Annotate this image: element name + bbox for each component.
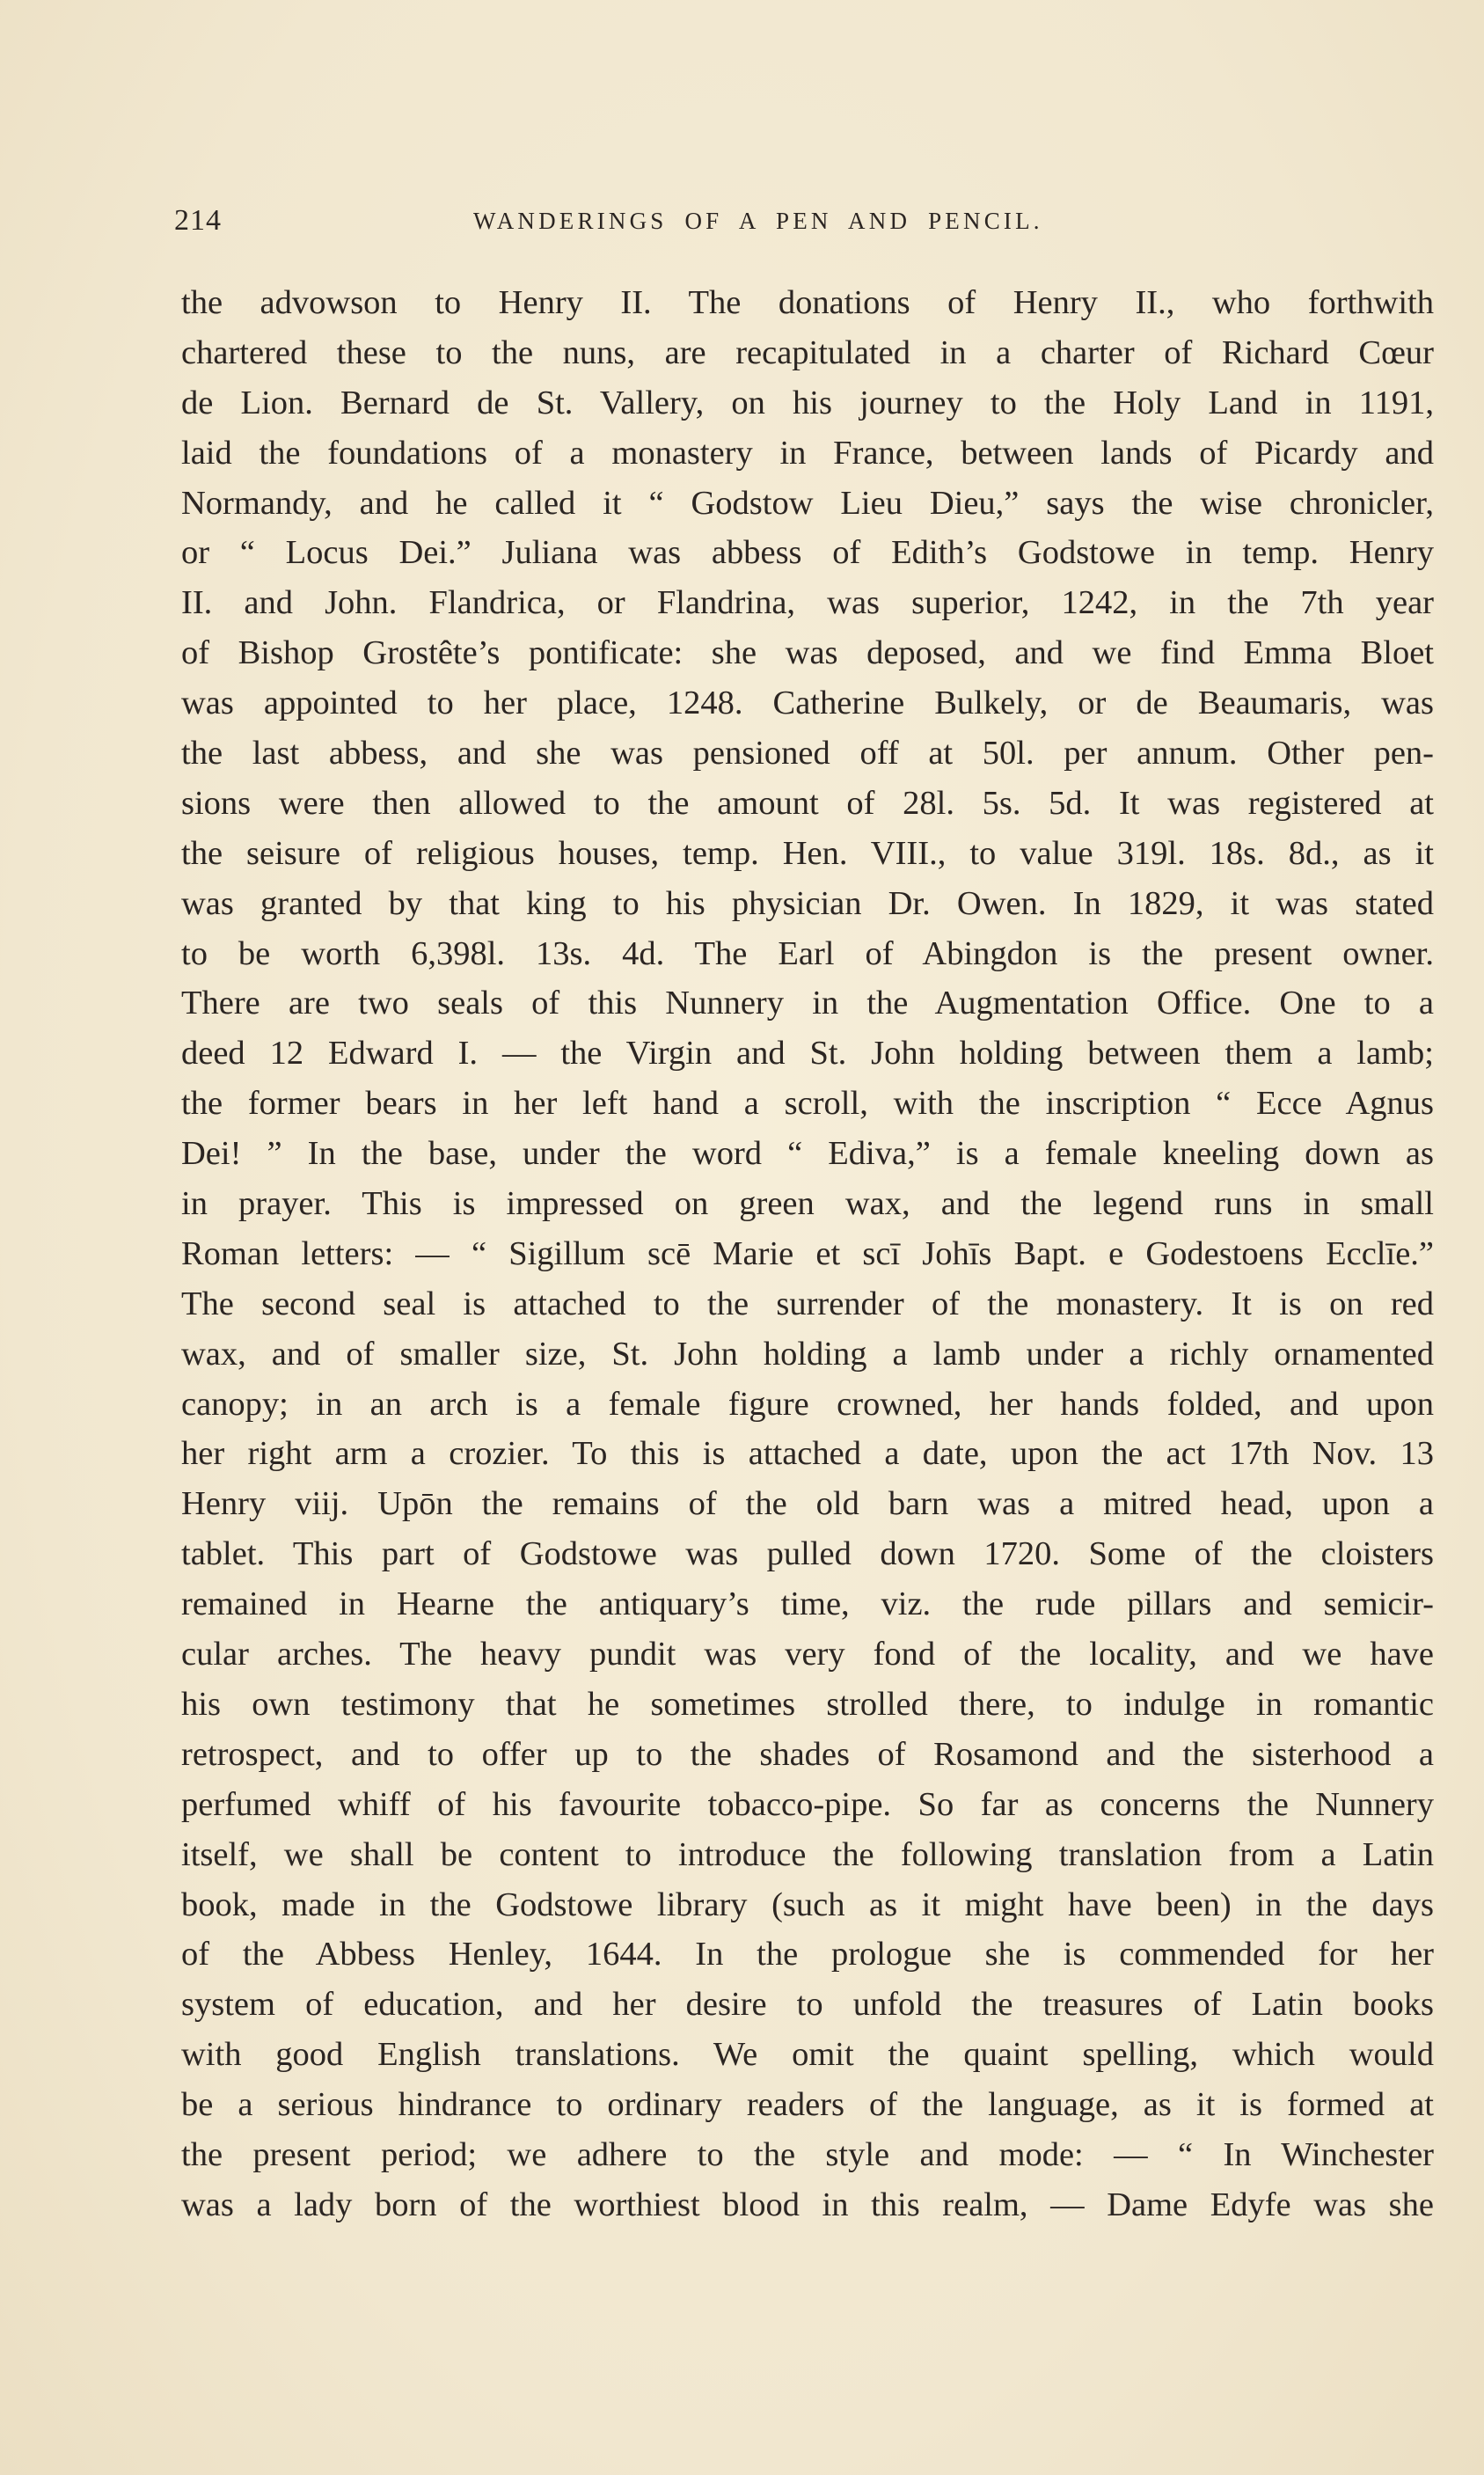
text-line: perfumed whiff of his favourite tobacco-pipe. So far as concerns the Nunnery: [181, 1785, 1434, 1823]
text-line: wax, and of smaller size, St. John holding a lamb under a richly ornamented: [181, 1335, 1434, 1373]
text-line: be a serious hindrance to ordinary readers of the language, as it is formed at: [181, 2086, 1434, 2124]
running-head: [174, 204, 1434, 248]
text-line: the former bears in her left hand a scroll, with the inscription “ Ecce Agnus: [181, 1085, 1434, 1123]
text-line: the advowson to Henry II. The donations of Henry II., who forthwith: [181, 284, 1434, 321]
text-line: Roman letters: — “ Sigillum scē Marie et scī Johīs Bapt. e Godestoens Ecclīe.”: [181, 1234, 1434, 1272]
text-line: remained in Hearne the antiquary’s time, viz. the rude pillars and semicir-: [181, 1585, 1434, 1623]
text-line: of the Abbess Henley, 1644. In the prologue she is commended for her: [181, 1936, 1434, 1973]
text-line: itself, we shall be content to introduce the following translation from a Latin: [181, 1835, 1434, 1873]
text-line: system of education, and her desire to unfold the treasures of Latin books: [181, 1986, 1434, 2024]
running-title: WANDERINGS OF A PEN AND PENCIL.: [473, 208, 1043, 234]
text-line: or “ Locus Dei.” Juliana was abbess of Edith’s Godstowe in temp. Henry: [181, 534, 1434, 572]
text-line: II. and John. Flandrica, or Flandrina, was superior, 1242, in the 7th year: [181, 584, 1434, 622]
text-line: with good English translations. We omit the quaint spelling, which would: [181, 2036, 1434, 2074]
text-line: his own testimony that he sometimes strolled there, to indulge in romantic: [181, 1685, 1434, 1723]
text-line: was a lady born of the worthiest blood in this realm, — Dame Edyfe was she: [181, 2186, 1434, 2223]
text-line: was appointed to her place, 1248. Catherine Bulkely, or de Beaumaris, was: [181, 685, 1434, 722]
text-line: The second seal is attached to the surrender of the monastery. It is on red: [181, 1285, 1434, 1322]
text-line: was granted by that king to his physician Dr. Owen. In 1829, it was stated: [181, 884, 1434, 922]
text-line: in prayer. This is impressed on green wax, and the legend runs in small: [181, 1185, 1434, 1223]
text-line: canopy; in an arch is a female figure crowned, her hands folded, and upon: [181, 1385, 1434, 1423]
body-text: [181, 278, 1434, 2230]
text-line: de Lion. Bernard de St. Vallery, on his journey to the Holy Land in 1191,: [181, 384, 1434, 421]
text-line: her right arm a crozier. To this is attached a date, upon the act 17th Nov. 13: [181, 1435, 1434, 1473]
text-line: Dei! ” In the base, under the word “ Ediva,” is a female kneeling down as: [181, 1135, 1434, 1173]
text-line: the present period; we adhere to the style and mode: — “ In Winchester: [181, 2135, 1434, 2173]
text-line: to be worth 6,398l. 13s. 4d. The Earl of Abingdon is the present owner.: [181, 934, 1434, 972]
text-line: Normandy, and he called it “ Godstow Lieu Dieu,” says the wise chronicler,: [181, 484, 1434, 522]
text-line: the last abbess, and she was pensioned off at 50l. per annum. Other pen-: [181, 735, 1434, 773]
page-number: 214: [174, 204, 222, 237]
text-line: sions were then allowed to the amount of 28l. 5s. 5d. It was registered at: [181, 784, 1434, 822]
text-line: laid the foundations of a monastery in France, between lands of Picardy and: [181, 434, 1434, 472]
text-line: deed 12 Edward I. — the Virgin and St. John holding between them a lamb;: [181, 1035, 1434, 1073]
text-line: Henry viij. Upōn the remains of the old barn was a mitred head, upon a: [181, 1485, 1434, 1523]
text-line: chartered these to the nuns, are recapitulated in a charter of Richard Cœur: [181, 333, 1434, 371]
text-line: book, made in the Godstowe library (such as it might have been) in the days: [181, 1886, 1434, 1923]
text-line: of Bishop Grostête’s pontificate: she was deposed, and we find Emma Bloet: [181, 634, 1434, 672]
text-line: cular arches. The heavy pundit was very fond of the locality, and we have: [181, 1636, 1434, 1673]
text-line: the seisure of religious houses, temp. Hen. VIII., to value 319l. 18s. 8d., as it: [181, 834, 1434, 872]
text-line: There are two seals of this Nunnery in the Augmentation Office. One to a: [181, 985, 1434, 1022]
text-line: tablet. This part of Godstowe was pulled down 1720. Some of the cloisters: [181, 1535, 1434, 1573]
text-line: retrospect, and to offer up to the shades of Rosamond and the sisterhood a: [181, 1735, 1434, 1773]
